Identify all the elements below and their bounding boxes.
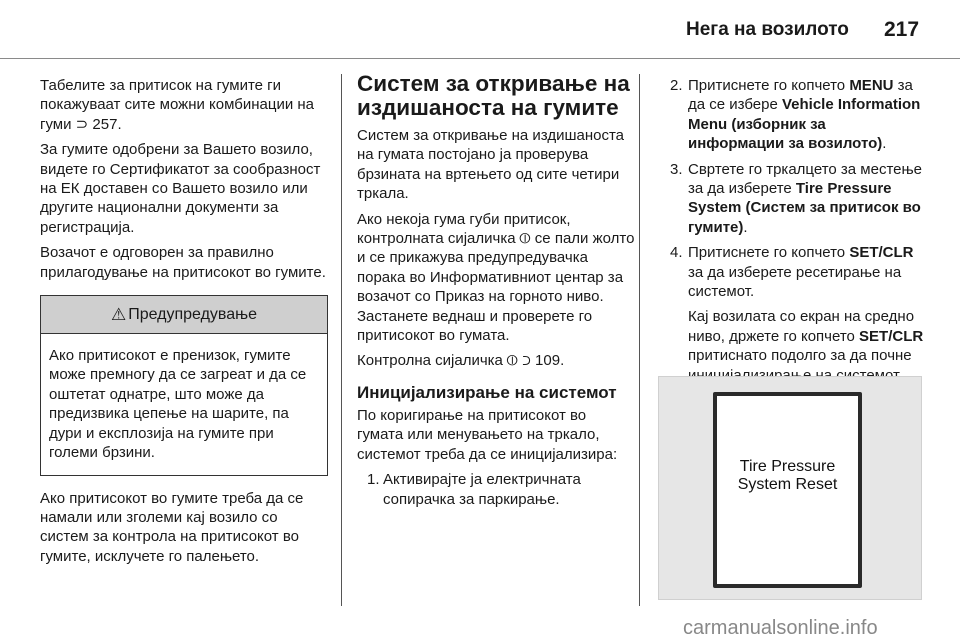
warning-triangle-icon: ⚠ xyxy=(110,304,127,324)
sub-heading: Иницијализирање на системот xyxy=(357,382,617,402)
page-number: 217 xyxy=(884,18,920,41)
paragraph: Систем за откривање на издишаноста на гумата постојано ја проверува брзината на вртењето од сите четири тркала. xyxy=(357,127,625,203)
paragraph: За гумите одобрени за Вашето возило, видете го Сертификатот за сообразност на ЕК доставен со Вашето возило или другите национални документи за регистрација. xyxy=(40,141,321,236)
list-item: 2. Притиснете го копчето MENU за да се избере Vehicle Information Menu (изборник за информации за возилото). xyxy=(670,77,921,153)
list-item: 4. Притиснете го копчето SET/CLR за да изберете ресетирање на системот. xyxy=(670,244,914,301)
paragraph: Ако притисокот во гумите треба да се намали или зголеми кај возило со систем за контрола на притисокот во гумите, исклучете го палењето. xyxy=(40,489,304,565)
tire-pressure-warning-icon: ⦶ xyxy=(507,352,518,370)
warning-box xyxy=(40,295,328,475)
arrow-reference-icon: ⊃ xyxy=(75,115,89,133)
tire-pressure-warning-icon: ⦶ xyxy=(519,230,531,248)
display-screen xyxy=(713,392,862,588)
column-divider xyxy=(341,74,342,606)
note-paragraph: Кај возилата со екран на средно ниво, држете го копчето SET/CLR притиснато подолго за да почне xyxy=(688,308,924,365)
column-divider xyxy=(639,74,640,606)
warning-text: Ако притисокот е пренизок, гумите може премногу да се загреат и да се оштетат однатре, што може да предизвика цепење на шарите, па дури и експлозија на гумите при големи брзини. xyxy=(49,347,307,462)
section-heading: Систем за откривање на издишаноста на гумите xyxy=(357,71,630,120)
paragraph: Возачот е одговорен за правилно прилагодување на притисокот во гумите. xyxy=(40,244,326,281)
column-right xyxy=(670,76,925,391)
page-header xyxy=(0,0,960,62)
display-message: Tire Pressure System Reset xyxy=(737,458,838,493)
display-illustration xyxy=(658,376,922,600)
paragraph: Контролна сијаличка ⦶ ⊃ 109. xyxy=(357,352,565,370)
list-item: 1. Активирајте ја електричната сопирачка за паркирање. xyxy=(367,471,581,508)
paragraph: Табелите за притисок на гумите ги покажуваат сите можни комбинации на гуми ⊃ 257. xyxy=(40,77,314,133)
column-middle xyxy=(357,71,635,515)
watermark: carmanualsonline.info xyxy=(683,617,878,639)
section-title: Нега на возилото xyxy=(686,19,849,40)
warning-title: Предупредување xyxy=(128,305,258,323)
paragraph: По коригирање на притисокот во гумата или менувањето на тркало, системот треба да се иницијализира: xyxy=(357,406,618,463)
arrow-reference-icon: ⊃ xyxy=(522,352,531,370)
warning-header xyxy=(41,296,327,334)
column-left xyxy=(40,76,328,572)
paragraph: Ако некоја гума губи притисок, контролната сијаличка ⦶ се пали жолто и се прикажува предупредувачка порака во Информативниот центар за возачот со Приказ на горното ниво. Застанете веднаш и проверете го притисокот во гумата. xyxy=(357,210,635,345)
header-rule xyxy=(0,58,960,59)
list-item: 3. Свртете го тркалцето за местење за да изберете Tire Pressure System (Систем за притисок во гумите). xyxy=(670,160,923,236)
